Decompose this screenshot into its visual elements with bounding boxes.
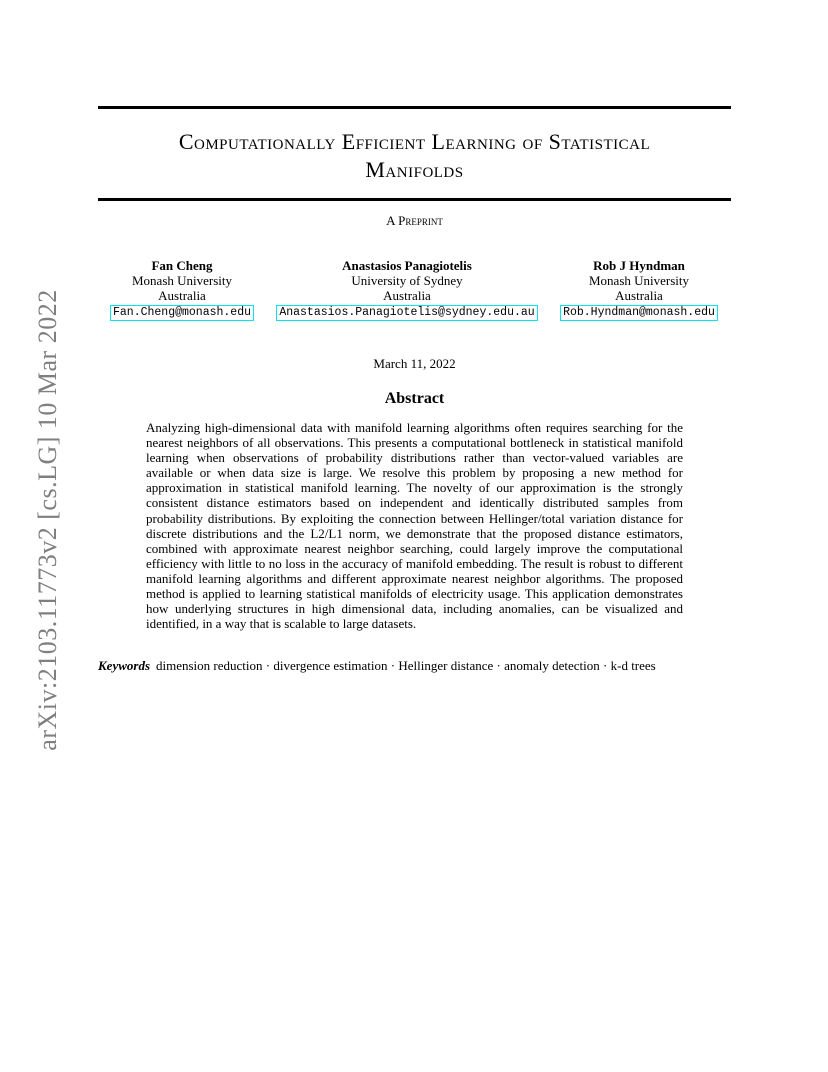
paper-title xyxy=(98,128,731,184)
author-email-link[interactable]: Rob.Hyndman@monash.edu xyxy=(560,305,718,321)
author-email-link[interactable]: Anastasios.Panagiotelis@sydney.edu.au xyxy=(276,305,537,321)
author-affiliation: Monash University xyxy=(131,273,233,288)
keywords-line xyxy=(98,658,738,674)
author-country: Australia xyxy=(615,288,663,303)
author-block-1 xyxy=(108,258,256,321)
author-country: Australia xyxy=(383,288,431,303)
author-name: Rob J Hyndman xyxy=(593,258,685,273)
title-rule-bottom xyxy=(98,198,731,201)
author-affiliation: University of Sydney xyxy=(351,273,463,288)
author-email-link[interactable]: Fan.Cheng@monash.edu xyxy=(110,305,254,321)
keywords-text: dimension reduction · divergence estimation · Hellinger distance · anomaly detection · k-d trees xyxy=(156,658,656,673)
paper-title-line-1: Computationally Efficient Learning of Statistical xyxy=(178,129,651,154)
keywords-label: Keywords xyxy=(98,658,150,673)
abstract-text: Analyzing high-dimensional data with manifold learning algorithms often requires searching for the nearest neighbors of all observations. This presents a computational bottleneck in statistical manifold learning when observations of probability distributions rather than vector-valued variables are available or when data size is large. We resolve this problem by proposing a new method for approximation in statistical manifold learning. The novelty of our approximation is the strongly consistent distance estimators based on independent and identically distributed samples from probability distributions. By exploiting the connection between Hellinger/total variation distance for discrete distributions and the L2/L1 norm, we demonstrate that the proposed distance estimators, combined with approximate nearest neighbor searching, could largely improve the computational efficiency with little to no loss in the accuracy of manifold embedding. The result is robust to different manifold learning algorithms and different approximate nearest neighbor algorithms. The proposed method is applied to learning statistical manifolds of electricity usage. This application demonstrates how underlying structures in high dimensional data, including anomalies, can be visualized and identified, in a way that is scalable to large datasets. xyxy=(146,420,683,632)
abstract-heading: Abstract xyxy=(384,390,445,407)
arxiv-sidebar-stamp: arXiv:2103.11773v2 [cs.LG] 10 Mar 2022 xyxy=(33,289,62,751)
author-name: Anastasios Panagiotelis xyxy=(342,258,472,273)
author-affiliation: Monash University xyxy=(588,273,690,288)
author-block-2 xyxy=(272,258,542,321)
author-name: Fan Cheng xyxy=(151,258,213,273)
title-rule-top xyxy=(98,106,731,109)
author-block-3 xyxy=(556,258,722,321)
preprint-label: A Preprint xyxy=(386,213,443,228)
author-country: Australia xyxy=(158,288,206,303)
paper-title-line-2: Manifolds xyxy=(365,157,464,182)
publication-date: March 11, 2022 xyxy=(373,356,456,371)
